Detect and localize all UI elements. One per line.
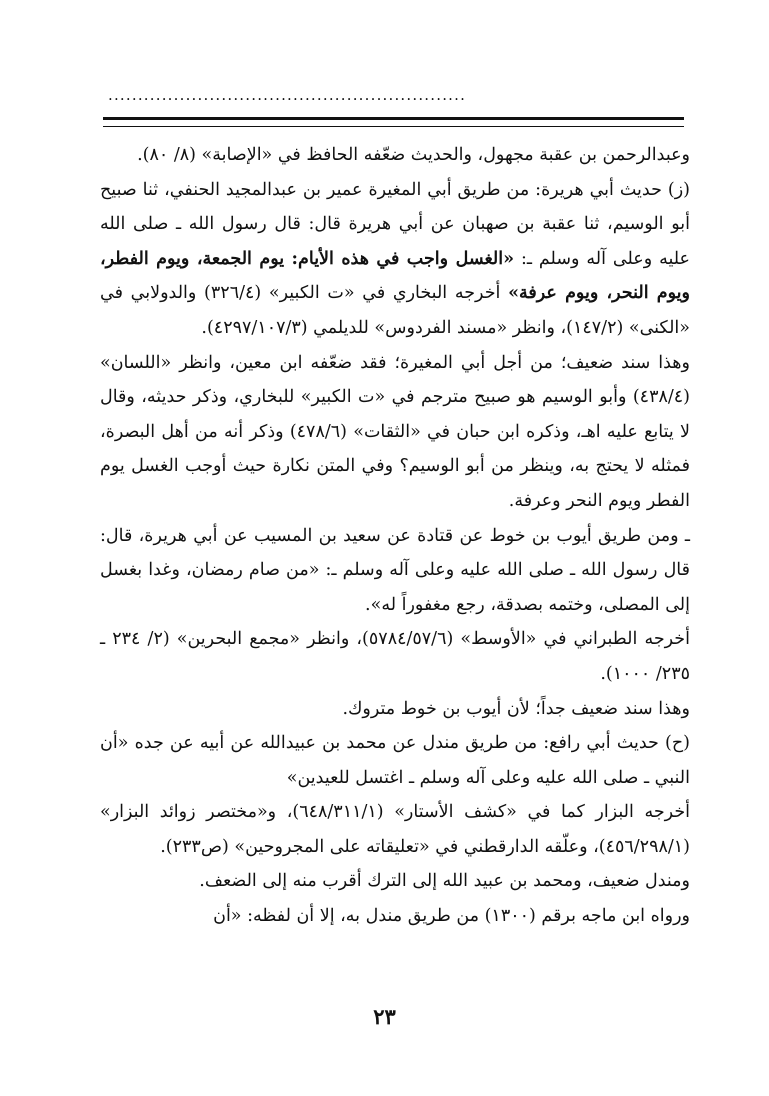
paragraph (100, 519, 690, 623)
header-rule-thick (103, 117, 684, 120)
paragraph-text: ـ ومن طريق أيوب بن خوط عن قتادة عن سعيد بن المسيب عن أبي هريرة، قال: قال رسول الله ـ صلى الله عليه وعلى آله وسلم ـ: «من صام رمضان، وغدا بغسل إلى المصلى، وختمه بصدقة، رجع مغفوراً له». (100, 525, 690, 615)
header-rule-thin (103, 126, 684, 127)
header-dotted-line: ............................................................ (108, 86, 467, 104)
paragraph (100, 138, 690, 173)
paragraph-text: (ح) حديث أبي رافع: من طريق مندل عن محمد بن عبيدالله عن أبيه عن جده «أن النبي ـ صلى الله عليه وعلى آله وسلم ـ اغتسل للعيدين» (100, 733, 690, 788)
paragraph (100, 899, 690, 934)
paragraph-text: وعبدالرحمن بن عقبة مجهول، والحديث ضعّفه الحافظ في «الإصابة» (٨/ ٨٠). (137, 145, 690, 165)
paragraph-text: (ز) حديث أبي هريرة: من طريق أبي المغيرة عمير بن عبدالمجيد الحنفي، ثنا صبيح أبو الوسيم، ثنا عقبة بن صهبان عن أبي هريرة قال: قال رسول الله ـ صلى الله عليه وعلى آله وسلم ـ: (100, 179, 690, 269)
paragraph (100, 726, 690, 795)
paragraph (100, 173, 690, 346)
paragraph (100, 622, 690, 691)
paragraph-text: وهذا سند ضعيف جداً؛ لأن أيوب بن خوط متروك. (342, 698, 690, 719)
paragraph-text: أخرجه البخاري في «ت الكبير» (٣٢٦/٤) والدولابي في «الكنى» (١٤٧/٢)، وانظر «مسند الفردوس» للديلمي (٤٢٩٧/١٠٧/٣). (100, 283, 690, 338)
paragraph (100, 864, 690, 899)
hadith-text-bold: «الغسل واجب في هذه الأيام: يوم الجمعة، ويوم الفطر، ويوم النحر، ويوم عرفة» (100, 248, 690, 304)
paragraph-text: وهذا سند ضعيف؛ من أجل أبي المغيرة؛ فقد ضعّفه ابن معين، وانظر «اللسان» (٤٣٨/٤) وأبو الوسيم هو صبيح مترجم في «ت الكبير» للبخاري، وذكر حديثه، وقال لا يتابع عليه اهـ، وذكره ابن حبان في «الثقات» (٤٧٨/٦) وذكر أنه من أهل البصرة، فمثله لا يحتج به، وينظر من أبو الوسيم؟ وفي المتن نكارة حيث أوجب الغسل يوم الفطر ويوم النحر وعرفة. (100, 352, 690, 511)
paragraph-text: ورواه ابن ماجه برقم (١٣٠٠) من طريق مندل به، إلا أن لفظه: «أن (213, 906, 690, 927)
paragraph (100, 795, 690, 864)
paragraph-text: أخرجه البزار كما في «كشف الأستار» (٦٤٨/٣١١/١)، و«مختصر زوائد البزار» (٤٥٦/٢٩٨/١)، وعلّقه الدارقطني في «تعليقاته على المجروحين» (ص٢٣٣). (100, 802, 690, 857)
page-number: ٢٣ (373, 1004, 396, 1029)
paragraph-text: أخرجه الطبراني في «الأوسط» (٥٧٨٤/٥٧/٦)، وانظر «مجمع البحرين» (٢/ ٢٣٤ ـ ٢٣٥/ ١٠٠٠). (100, 629, 690, 684)
paragraph (100, 346, 690, 519)
paragraph-text: ومندل ضعيف، ومحمد بن عبيد الله إلى الترك أقرب منه إلى الضعف. (199, 871, 690, 892)
paragraph (100, 692, 690, 727)
body-text (100, 138, 690, 934)
